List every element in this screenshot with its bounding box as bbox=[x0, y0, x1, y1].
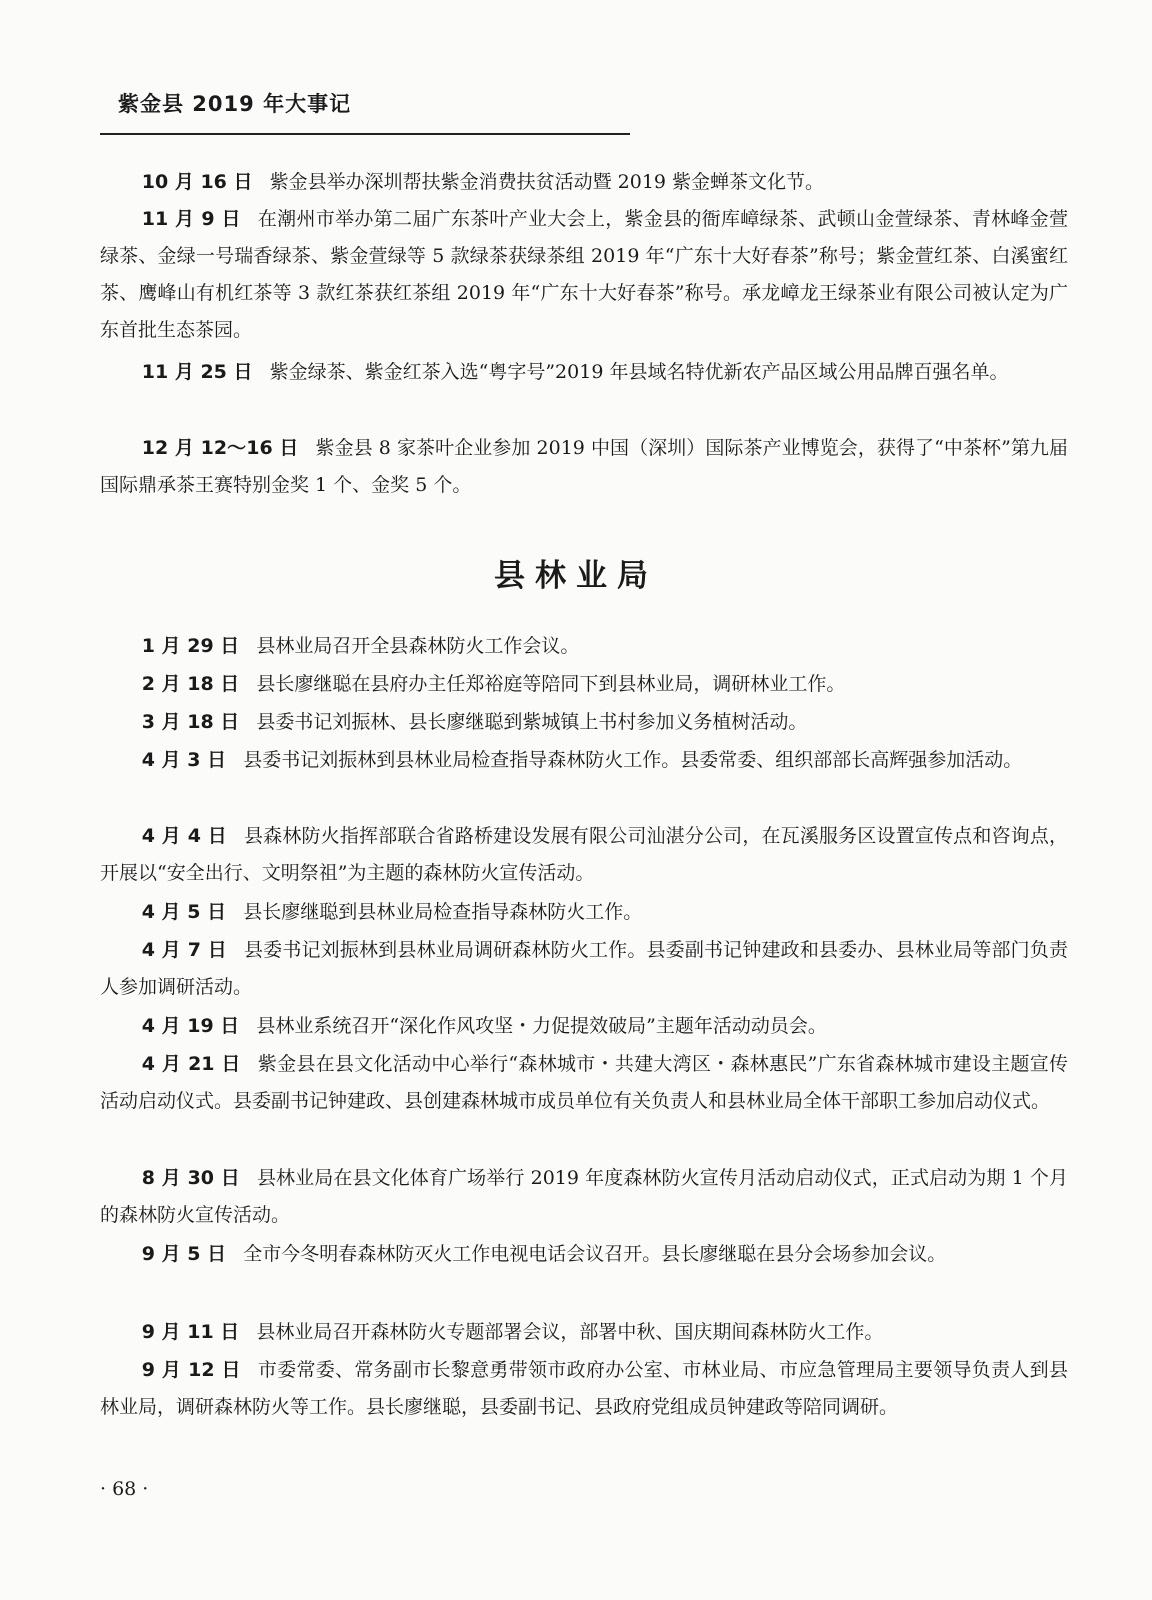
entry-tea-1 bbox=[100, 164, 1068, 201]
entry-text: 紫金县 8 家茶叶企业参加 2019 中国（深圳）国际茶产业博览会，获得了“中茶杯”第九届国际鼎承茶王赛特别金奖 1 个、金奖 5 个。 bbox=[100, 437, 1068, 496]
entry-text: 县委书记刘振林到县林业局检查指导森林防火工作。县委常委、组织部部长高辉强参加活动。 bbox=[243, 749, 1023, 771]
running-header: 紫金县 2019 年大事记 bbox=[118, 92, 352, 116]
entry-forestry-6 bbox=[100, 894, 1068, 931]
entry-date: 2 月 18 日 bbox=[141, 673, 240, 695]
entry-tea-3 bbox=[100, 354, 1068, 391]
entry-date: 4 月 7 日 bbox=[141, 939, 227, 961]
entry-date: 4 月 3 日 bbox=[141, 749, 227, 771]
entry-forestry-12 bbox=[100, 1314, 1068, 1351]
entry-date: 4 月 5 日 bbox=[141, 901, 227, 923]
section-title: 县林业局 bbox=[494, 558, 658, 594]
entry-date: 4 月 21 日 bbox=[141, 1053, 241, 1075]
entry-text: 县委书记刘振林到县林业局调研森林防火工作。县委副书记钟建政和县委办、县林业局等部门负责人参加调研活动。 bbox=[100, 939, 1068, 998]
header-rule bbox=[100, 133, 630, 135]
entry-text: 县长廖继聪到县林业局检查指导森林防火工作。 bbox=[243, 901, 643, 923]
entry-date: 1 月 29 日 bbox=[141, 635, 240, 657]
entry-forestry-13 bbox=[100, 1352, 1068, 1426]
entry-text: 县森林防火指挥部联合省路桥建设发展有限公司汕湛分公司，在瓦溪服务区设置宣传点和咨询点，开展以“安全出行、文明祭祖”为主题的森林防火宣传活动。 bbox=[100, 825, 1068, 884]
entry-forestry-5 bbox=[100, 818, 1068, 892]
entry-text: 紫金县在县文化活动中心举行“森林城市・共建大湾区・森林惠民”广东省森林城市建设主题宣传活动启动仪式。县委副书记钟建政、县创建森林城市成员单位有关负责人和县林业局全体干部职工参加启动仪式。 bbox=[100, 1053, 1068, 1112]
entry-text: 紫金县举办深圳帮扶紫金消费扶贫活动暨 2019 紫金蝉茶文化节。 bbox=[269, 171, 825, 193]
entry-forestry-4 bbox=[100, 742, 1068, 779]
entry-tea-2 bbox=[100, 201, 1068, 349]
entry-text: 全市今冬明春森林防灭火工作电视电话会议召开。县长廖继聪在县分会场参加会议。 bbox=[243, 1243, 947, 1265]
entry-date: 10 月 16 日 bbox=[141, 171, 253, 193]
entry-forestry-2 bbox=[100, 666, 1068, 703]
entry-date: 9 月 12 日 bbox=[141, 1359, 241, 1381]
entry-text: 县林业局召开全县森林防火工作会议。 bbox=[256, 635, 580, 657]
entry-forestry-8 bbox=[100, 1008, 1068, 1045]
entry-date: 11 月 25 日 bbox=[141, 361, 253, 383]
entry-text: 紫金绿茶、紫金红茶入选“粤字号”2019 年县域名特优新农产品区域公用品牌百强名单。 bbox=[269, 361, 1009, 383]
entry-text: 县林业局召开森林防火专题部署会议，部署中秋、国庆期间森林防火工作。 bbox=[256, 1321, 884, 1343]
entry-date: 3 月 18 日 bbox=[141, 711, 240, 733]
page-number: · 68 · bbox=[100, 1478, 149, 1500]
entry-date: 8 月 30 日 bbox=[141, 1167, 240, 1189]
entry-forestry-3 bbox=[100, 704, 1068, 741]
entry-tea-4 bbox=[100, 430, 1068, 504]
entry-text: 县林业系统召开“深化作风攻坚・力促提效破局”主题年活动动员会。 bbox=[256, 1015, 827, 1037]
entry-text: 县委书记刘振林、县长廖继聪到紫城镇上书村参加义务植树活动。 bbox=[256, 711, 808, 733]
entry-date: 9 月 5 日 bbox=[141, 1243, 227, 1265]
entry-forestry-1 bbox=[100, 628, 1068, 665]
entry-text: 市委常委、常务副市长黎意勇带领市政府办公室、市林业局、市应急管理局主要领导负责人到县林业局，调研森林防火等工作。县长廖继聪，县委副书记、县政府党组成员钟建政等陪同调研。 bbox=[100, 1359, 1068, 1418]
entry-date: 9 月 11 日 bbox=[141, 1321, 240, 1343]
entry-date: 12 月 12～16 日 bbox=[141, 437, 299, 459]
entry-date: 4 月 19 日 bbox=[141, 1015, 240, 1037]
entry-forestry-10 bbox=[100, 1160, 1068, 1234]
entry-date: 11 月 9 日 bbox=[141, 208, 241, 230]
entry-text: 县长廖继聪在县府办主任郑裕庭等陪同下到县林业局，调研林业工作。 bbox=[256, 673, 846, 695]
entry-text: 县林业局在县文化体育广场举行 2019 年度森林防火宣传月活动启动仪式，正式启动为期 1 个月的森林防火宣传活动。 bbox=[100, 1167, 1068, 1226]
entry-forestry-7 bbox=[100, 932, 1068, 1006]
entry-forestry-9 bbox=[100, 1046, 1068, 1120]
entry-text: 在潮州市举办第二届广东茶叶产业大会上，紫金县的衙库嶂绿茶、武顿山金萱绿茶、青林峰金萱绿茶、金绿一号瑞香绿茶、紫金萱绿等 5 款绿茶获绿茶组 2019 年“广东十大好春茶”称号；紫金萱红茶、白溪蜜红茶、鹰峰山有机红茶等 3 款红茶获红茶组 2019 年“广东十大好春茶”称号。承龙嶂龙王绿茶业有限公司被认定为广东首批生态茶园。 bbox=[100, 208, 1068, 341]
entry-date: 4 月 4 日 bbox=[141, 825, 227, 847]
entry-forestry-11 bbox=[100, 1236, 1068, 1273]
